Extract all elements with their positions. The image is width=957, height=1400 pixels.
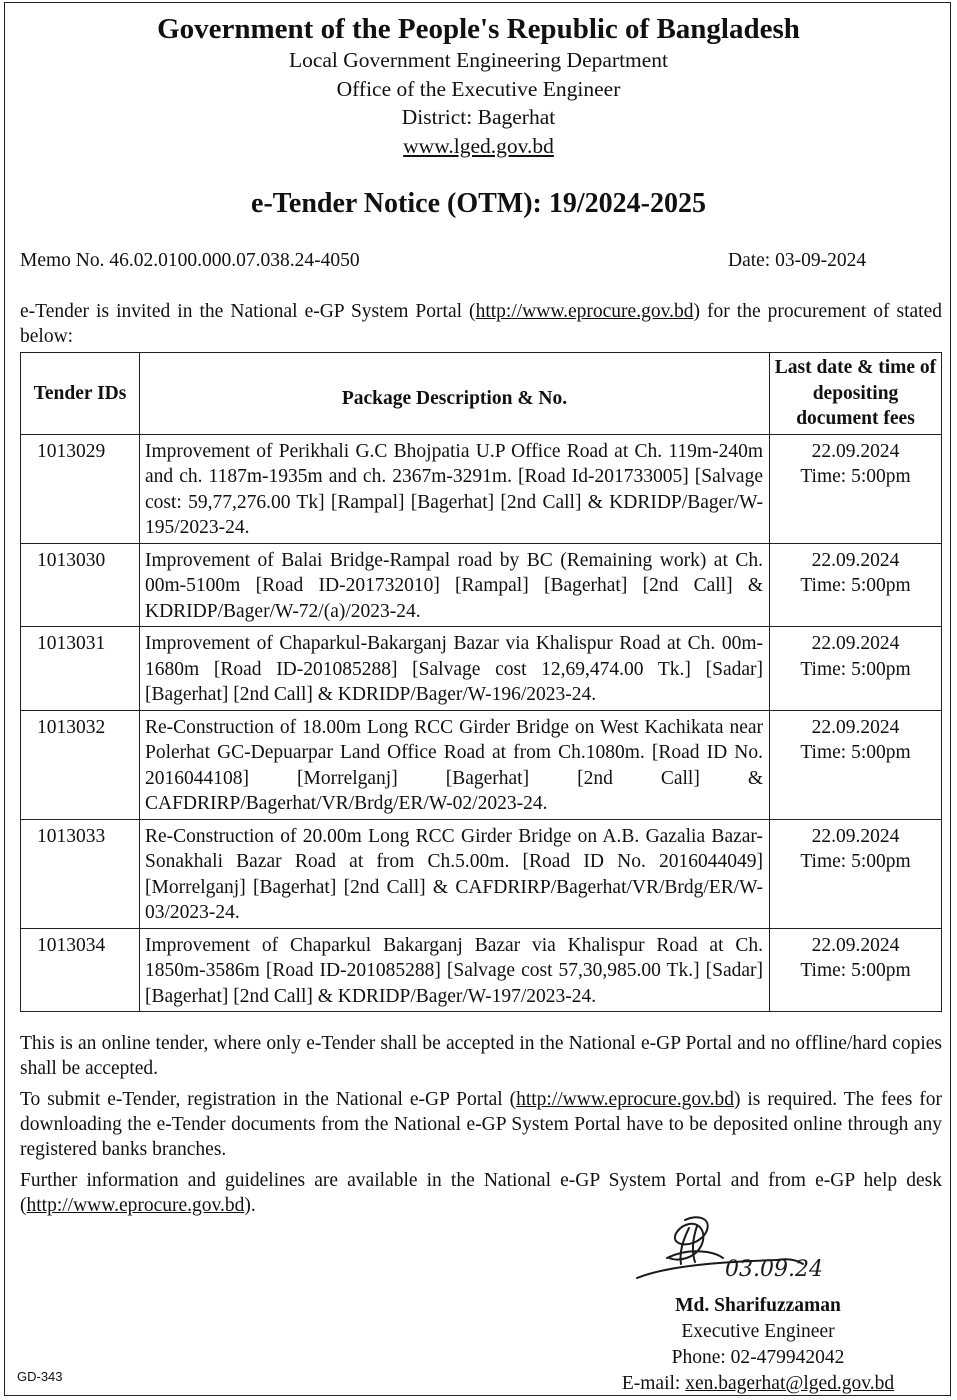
- registration-paragraph: [20, 1087, 942, 1162]
- last-date-cell: [770, 928, 942, 1012]
- signatory-name: Md. Sharifuzzaman: [675, 1295, 841, 1316]
- department-name: Local Government Engineering Department: [288, 48, 669, 72]
- table-header-row: [21, 353, 942, 435]
- last-date-header: Last date & time of depositing document fees: [770, 353, 942, 435]
- office-name: Office of the Executive Engineer: [336, 76, 621, 101]
- tender-table: [20, 352, 942, 1012]
- deadline-date: 22.09.2024: [811, 440, 900, 462]
- deadline-date: 22.09.2024: [811, 716, 900, 738]
- signatory-email-line: [588, 1371, 928, 1397]
- package-description: Improvement of Balai Bridge-Rampal road by BC (Remaining work) at Ch. 00m-5100m [Road ID-201732010] [Rampal] [Bagerhat] [2nd Call] & KDRIDP/Bager/W-72/(a)/2023-24.: [140, 543, 770, 627]
- deadline-time: Time: 5:00pm: [800, 575, 911, 596]
- tender-id: 1013031: [21, 627, 140, 711]
- table-row: [21, 434, 942, 543]
- website-link[interactable]: www.lged.gov.bd: [403, 133, 554, 158]
- tender-id: 1013034: [21, 928, 140, 1012]
- registration-text-after: ) is required. The fees for downloading the e-Tender documents from the National e-GP System Portal have to be deposited online through any registered banks branches.: [20, 1089, 942, 1160]
- notice-date: Date: 03-09-2024: [728, 250, 867, 271]
- intro-text-before: e-Tender is invited in the National e-GP System Portal (: [20, 301, 476, 322]
- package-description: Improvement of Chaparkul Bakarganj Bazar via Khalispur Road at Ch. 1850m-3586m [Road ID-201085288] [Salvage cost 57,30,985.00 Tk.] [Sadar] [Bagerhat] [2nd Call] & KDRIDP/Bager/W-197/2023-24.: [140, 928, 770, 1012]
- last-date-cell: [770, 710, 942, 819]
- tender-ids-header: Tender IDs: [21, 353, 140, 435]
- signatory-designation: Executive Engineer: [681, 1321, 835, 1342]
- deadline-date: 22.09.2024: [811, 934, 900, 956]
- intro-paragraph: [20, 299, 942, 349]
- notice-title: e-Tender Notice (OTM): 19/2024-2025: [251, 188, 706, 219]
- table-row: [21, 627, 942, 711]
- intro-text-after: ) for the procurement of stated below:: [20, 301, 942, 347]
- last-date-cell: [770, 627, 942, 711]
- email-link[interactable]: xen.bagerhat@lged.gov.bd: [685, 1373, 895, 1394]
- further-info-paragraph: [20, 1168, 942, 1218]
- package-description: Re-Construction of 18.00m Long RCC Girder Bridge on West Kachikata near Polerhat GC-Depuarpar Land Office Road at from Ch.1080m. [Road ID No. 2016044108] [Morrelganj] [Bagerhat] [2nd Call] & CAFDRIRP/Bagerhat/VR/Brdg/ER/W-02/2023-24.: [140, 710, 770, 819]
- eprocure-link[interactable]: http://www.eprocure.gov.bd: [26, 1195, 245, 1216]
- deadline-date: 22.09.2024: [811, 633, 900, 654]
- eprocure-link[interactable]: http://www.eprocure.gov.bd: [516, 1089, 734, 1110]
- tender-id: 1013029: [21, 434, 140, 543]
- deadline-time: Time: 5:00pm: [800, 851, 911, 872]
- eprocure-link[interactable]: http://www.eprocure.gov.bd: [475, 301, 694, 322]
- deadline-date: 22.09.2024: [811, 825, 900, 847]
- deadline-time: Time: 5:00pm: [800, 742, 911, 763]
- deadline-time: Time: 5:00pm: [800, 960, 911, 981]
- package-description: Improvement of Chaparkul-Bakarganj Bazar via Khalispur Road at Ch. 00m-1680m [Road ID-201085288] [Salvage cost 12,69,474.00 Tk.] [Sadar] [Bagerhat] [2nd Call] & KDRIDP/Bager/W-196/2023-24.: [140, 627, 770, 711]
- registration-text-before: To submit e-Tender, registration in the National e-GP Portal (: [20, 1089, 517, 1110]
- signatory-phone: Phone: 02-479942042: [671, 1347, 845, 1368]
- table-row: [21, 928, 942, 1012]
- government-title: Government of the People's Republic of Bangladesh: [157, 13, 800, 45]
- signatory-block: [588, 1293, 928, 1397]
- table-row: [21, 543, 942, 627]
- table-row: [21, 819, 942, 928]
- deadline-date: 22.09.2024: [811, 549, 900, 571]
- deadline-time: Time: 5:00pm: [800, 658, 911, 680]
- further-info-text-before: Further information and guidelines are available in the National e-GP System Portal and from e-GP help desk (: [20, 1170, 942, 1216]
- footer-code: GD-343: [17, 1369, 63, 1384]
- deadline-time: Time: 5:00pm: [800, 466, 911, 487]
- email-label: E-mail:: [621, 1373, 686, 1394]
- online-tender-paragraph: This is an online tender, where only e-Tender shall be accepted in the National e-GP Portal and no offline/hard copies shall be accepted.: [20, 1033, 942, 1079]
- package-description-header: Package Description & No.: [140, 353, 770, 435]
- signature-image: [627, 1212, 832, 1294]
- handwritten-date: 03.09.24: [725, 1257, 823, 1282]
- table-row: [21, 710, 942, 819]
- last-date-cell: [770, 434, 942, 543]
- package-description: Re-Construction of 20.00m Long RCC Girder Bridge on A.B. Gazalia Bazar-Sonakhali Bazar Road at from Ch.5.00m. [Road ID No. 2016044049] [Morrelganj] [Bagerhat] [2nd Call] & CAFDRIRP/Bagerhat/VR/Brdg/ER/W-03/2023-24.: [140, 819, 770, 928]
- package-description: Improvement of Perikhali G.C Bhojpatia U.P Office Road at Ch. 119m-240m and ch. 1187m-1935m and ch. 2367m-3291m. [Road Id-201733005] [Salvage cost: 59,77,276.00 Tk] [Rampal] [Bagerhat] [2nd Call] & KDRIDP/Bager/W-195/2023-24.: [140, 434, 770, 543]
- last-date-cell: [770, 819, 942, 928]
- further-info-text-after: ).: [244, 1195, 256, 1216]
- letterhead: [0, 12, 957, 160]
- tender-id: 1013030: [21, 543, 140, 627]
- tender-id: 1013032: [21, 710, 140, 819]
- last-date-cell: [770, 543, 942, 627]
- district-name: District: Bagerhat: [401, 105, 556, 129]
- memo-number: Memo No. 46.02.0100.000.07.038.24-4050: [20, 250, 360, 271]
- tender-id: 1013033: [21, 819, 140, 928]
